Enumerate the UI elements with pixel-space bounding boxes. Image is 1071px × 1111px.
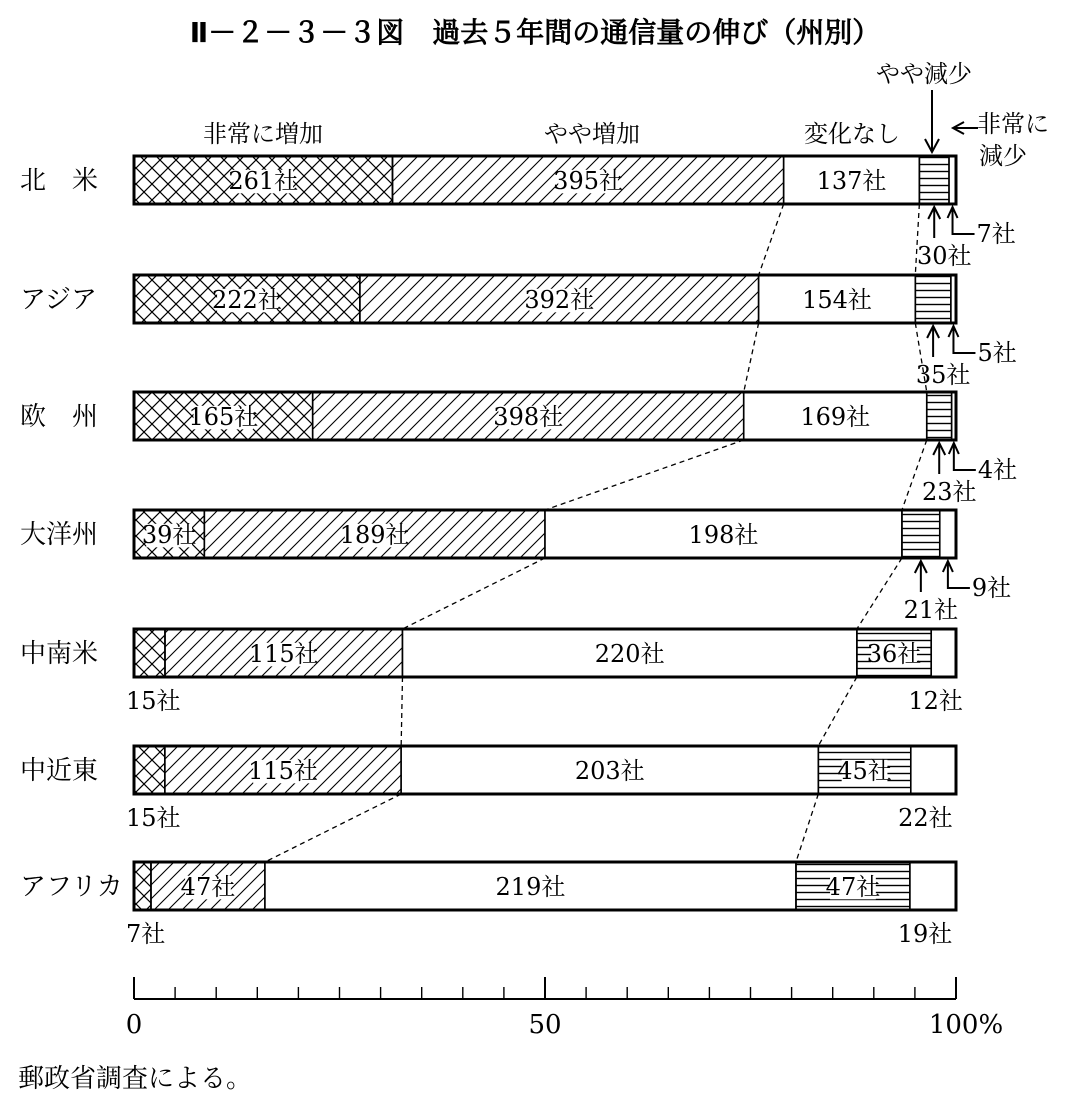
x-tick-label: 50 [528, 1010, 562, 1040]
connector-line [818, 677, 857, 746]
data-label-slight-decrease: 35社 [915, 361, 971, 389]
bars [20, 156, 1017, 948]
connector-line [402, 558, 545, 629]
connector-line [744, 323, 759, 392]
data-label-slight-decrease: 30社 [916, 242, 972, 270]
data-label-large-increase: 15社 [126, 687, 181, 715]
chart-title: Ⅱ－２－３－３図 過去５年間の通信量の伸び（州別） [189, 16, 881, 49]
category-label: アフリカ [20, 872, 123, 902]
data-label-large-decrease: 5社 [977, 339, 1017, 367]
connector-line [857, 558, 902, 629]
data-label-large-increase: 7社 [126, 920, 166, 948]
data-label-slight-increase: 47社 [180, 873, 236, 901]
data-label-slight-increase: 395社 [553, 167, 623, 195]
connector-line [545, 440, 744, 510]
data-label-slight-decrease: 36社 [866, 640, 922, 668]
data-label-slight-decrease: 45社 [837, 757, 892, 785]
x-tick-label: 100% [928, 1010, 1004, 1040]
data-label-no-change: 203社 [574, 757, 645, 785]
data-label-large-increase: 165社 [188, 403, 259, 431]
data-label-large-decrease: 22社 [898, 804, 953, 832]
data-label-large-increase: 261社 [228, 167, 299, 195]
legend-label-large-decrease-line2: 減少 [979, 142, 1027, 170]
data-label-slight-increase: 392社 [524, 286, 595, 314]
data-label-large-decrease: 12社 [908, 687, 963, 715]
legend-label-slight-increase: やや増加 [544, 120, 640, 148]
category-label: 北 米 [20, 166, 99, 196]
bar-row [20, 156, 1016, 270]
data-label-large-decrease: 7社 [976, 220, 1016, 248]
bar-segment-slight-decrease [919, 156, 949, 204]
data-label-slight-increase: 115社 [248, 640, 319, 668]
category-label: 中南米 [20, 639, 99, 669]
bar-row [20, 746, 956, 832]
data-label-large-decrease: 19社 [897, 920, 953, 948]
legend-label-large-decrease [977, 110, 1049, 170]
legend-arrow-slight-decrease [925, 90, 939, 152]
data-arrow-large-decrease [949, 443, 976, 470]
data-label-no-change: 219社 [495, 873, 566, 901]
bar-segment-large-increase [134, 629, 165, 677]
bar-segment-large-decrease [911, 746, 956, 794]
bar-row [20, 629, 963, 715]
bar-row [20, 862, 956, 948]
category-label: 中近東 [20, 756, 99, 786]
connector-line [796, 794, 818, 862]
data-arrow-slight-decrease [928, 207, 940, 238]
data-label-no-change: 169社 [800, 403, 871, 431]
data-label-no-change: 220社 [594, 640, 665, 668]
bar-row [20, 275, 1017, 389]
connector-line [401, 677, 402, 746]
source-note: 郵政省調査による。 [18, 1064, 253, 1094]
connector-line [759, 204, 784, 275]
legend-arrow-large-decrease [953, 122, 978, 134]
data-arrow-large-decrease [943, 561, 970, 588]
bar-segment-large-decrease [940, 510, 956, 558]
bar-segment-large-increase [134, 746, 165, 794]
legend [203, 60, 1049, 170]
x-tick-label: 0 [125, 1010, 143, 1040]
x-axis [126, 977, 1003, 1040]
bar-row [20, 510, 1011, 624]
connector-line [265, 794, 401, 862]
bar-row [20, 392, 1017, 506]
bar-segment-large-increase [134, 862, 151, 910]
legend-label-large-decrease-line1: 非常に [977, 110, 1049, 138]
data-arrow-slight-decrease [933, 443, 945, 474]
data-label-slight-increase: 189社 [339, 521, 410, 549]
legend-label-no-change: 変化なし [804, 120, 900, 148]
data-arrow-slight-decrease [915, 561, 927, 592]
data-label-slight-decrease: 23社 [921, 478, 977, 506]
legend-label-large-increase: 非常に増加 [203, 120, 323, 148]
category-label: アジア [20, 285, 97, 315]
data-label-slight-increase: 115社 [248, 757, 318, 785]
data-label-large-decrease: 4社 [977, 456, 1018, 484]
category-label: 大洋州 [20, 520, 99, 550]
data-label-slight-increase: 398社 [493, 403, 564, 431]
bar-segment-large-decrease [910, 862, 956, 910]
data-label-slight-decrease: 47社 [825, 873, 881, 901]
data-label-large-decrease: 9社 [971, 574, 1012, 602]
data-label-large-increase: 39社 [141, 521, 197, 549]
data-label-slight-decrease: 21社 [903, 596, 959, 624]
data-label-large-increase: 15社 [126, 804, 181, 832]
bar-segment-slight-decrease [927, 392, 952, 440]
bar-segment-slight-decrease [902, 510, 940, 558]
data-label-no-change: 154社 [802, 286, 872, 314]
data-label-no-change: 198社 [688, 521, 759, 549]
bar-segment-large-decrease [931, 629, 956, 677]
data-arrow-large-decrease [948, 326, 975, 353]
legend-label-slight-decrease: やや減少 [876, 60, 972, 88]
data-label-no-change: 137社 [816, 167, 887, 195]
category-label: 欧 州 [20, 402, 99, 432]
data-arrow-slight-decrease [927, 326, 939, 357]
bar-segment-slight-decrease [915, 275, 951, 323]
data-arrow-large-decrease [948, 207, 975, 234]
data-label-large-increase: 222社 [212, 286, 282, 314]
